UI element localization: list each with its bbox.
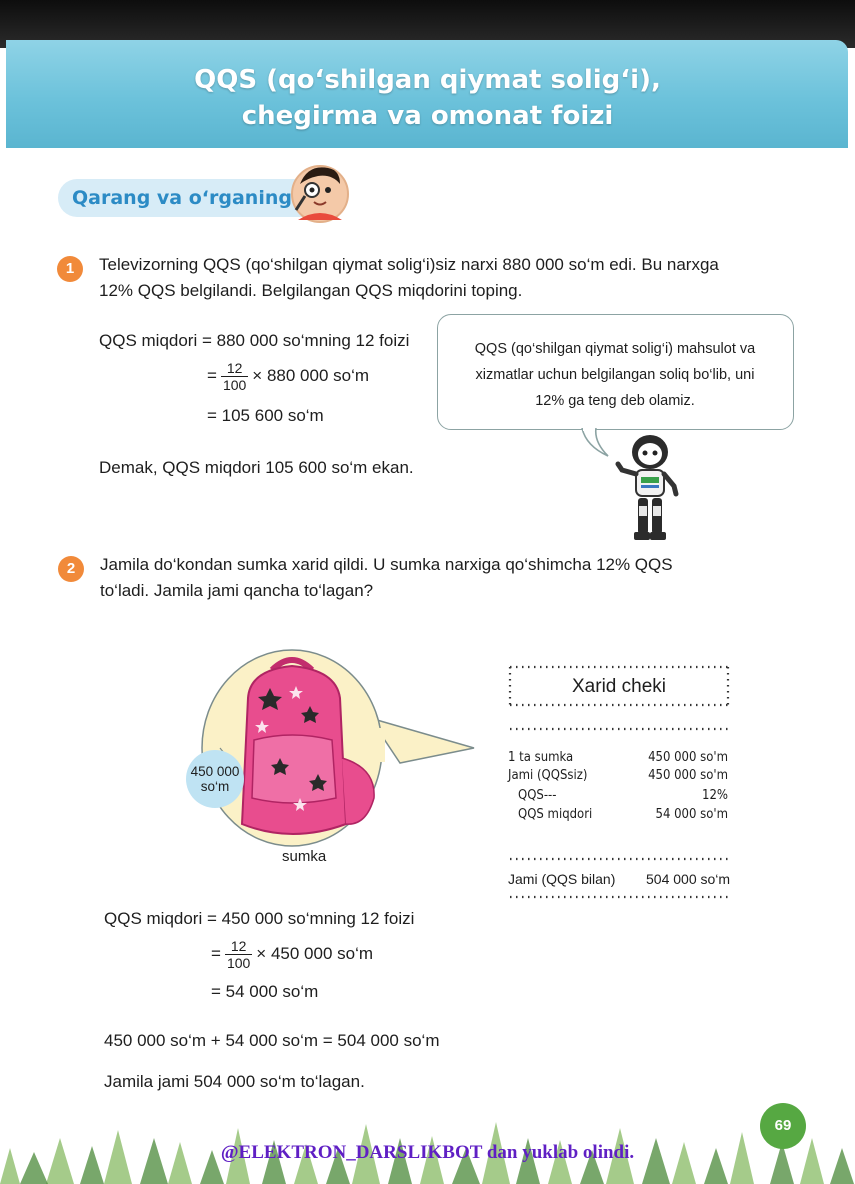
problem-1-calc-line1: QQS miqdori = 880 000 so‘mning 12 foizi — [99, 331, 410, 350]
receipt-title: Xarid cheki — [572, 676, 666, 697]
problem-1-calc-line3: = 105 600 so‘m — [207, 406, 324, 425]
bag-label: sumka — [282, 848, 327, 865]
fraction — [221, 360, 248, 393]
problem-2-conclusion: Jamila jami 504 000 so‘m to‘lagan. — [104, 1072, 365, 1091]
page-title-line2: chegirma va omonat foizi — [241, 101, 614, 131]
robot-icon — [612, 430, 684, 542]
section-tag: Qarang va o‘rganing — [58, 179, 346, 217]
problem-2-calc-line3: = 54 000 so‘m — [211, 982, 319, 1001]
bubble-line2: xizmatlar uchun belgilangan soliq bo‘lib, uni — [475, 367, 755, 383]
page-title-line1: QQS (qo‘shilgan qiymat solig‘i), — [194, 65, 661, 95]
fraction-denominator: 100 — [222, 377, 247, 393]
calc-rest: × 450 000 so‘m — [256, 943, 374, 963]
receipt-total-label: Jami (QQS bilan) — [508, 871, 616, 887]
problem-2-sum-line: 450 000 so‘m + 54 000 so‘m = 504 000 so‘m — [104, 1031, 440, 1050]
receipt-row-label: QQS--- — [518, 788, 557, 803]
problem-2-text-line1: Jamila do‘kondan sumka xarid qildi. U sumka narxiga qo‘shimcha 12% QQS — [100, 555, 673, 574]
receipt-frame — [508, 665, 730, 905]
price-tag — [186, 750, 244, 808]
calc-rest: × 880 000 so‘m — [252, 365, 370, 385]
problem-1-text-line1: Televizorning QQS (qo‘shilgan qiymat solig‘i)siz narxi 880 000 so‘m edi. Bu narxga — [99, 255, 719, 274]
page-number: 69 — [760, 1103, 806, 1149]
price-tag-amount: 450 000 — [190, 764, 240, 779]
equals-sign: = — [207, 365, 217, 385]
fraction-denominator: 100 — [226, 955, 251, 971]
kid-with-magnifier-icon — [288, 160, 352, 224]
receipt-row-value: 54 000 so'm — [655, 807, 728, 822]
problem-2-calc-line2 — [211, 938, 373, 971]
speech-bubble-text — [450, 336, 780, 414]
receipt-row-label: Jami (QQSsiz) — [508, 768, 588, 783]
equals-sign: = — [211, 943, 221, 963]
price-tag-currency: so‘m — [200, 779, 230, 794]
problem-1-badge: 1 — [57, 256, 83, 282]
problem-2-badge: 2 — [58, 556, 84, 582]
receipt-total-value: 504 000 so‘m — [646, 871, 731, 887]
download-watermark: @ELEKTRON_DARSLIKBOT dan yuklab olindi. — [220, 1142, 635, 1163]
bubble-line1: QQS (qo‘shilgan qiymat solig‘i) mahsulot va — [474, 341, 756, 357]
bubble-line3: 12% ga teng deb olamiz. — [535, 393, 695, 409]
fraction-numerator: 12 — [221, 360, 248, 377]
receipt-row-label: 1 ta sumka — [508, 750, 574, 765]
receipt-row-value: 450 000 so'm — [648, 750, 728, 765]
receipt-row-value: 12% — [702, 788, 728, 803]
fraction-numerator: 12 — [225, 938, 252, 955]
page-title — [0, 64, 855, 134]
receipt-row-value: 450 000 so'm — [648, 768, 728, 783]
problem-1-conclusion: Demak, QQS miqdori 105 600 so‘m ekan. — [99, 458, 414, 477]
problem-2-calc-line1: QQS miqdori = 450 000 so‘mning 12 foizi — [104, 909, 415, 928]
problem-2-text-line2: to‘ladi. Jamila jami qancha to‘lagan? — [100, 581, 374, 600]
receipt-row-label: QQS miqdori — [518, 807, 593, 822]
fraction — [225, 938, 252, 971]
problem-1-text-line2: 12% QQS belgilandi. Belgilangan QQS miqdorini toping. — [99, 281, 523, 300]
speech-bubble-tail — [580, 428, 610, 458]
problem-1-calc-line2 — [207, 360, 369, 393]
